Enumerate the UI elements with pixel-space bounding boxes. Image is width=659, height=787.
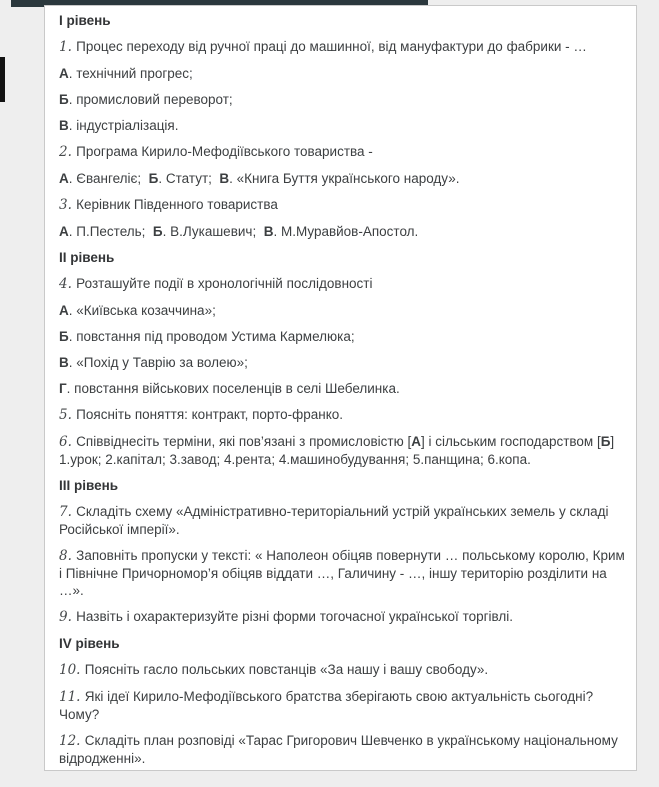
question-line [59,661,630,679]
question-line [59,302,630,319]
option-letter: А [59,224,69,239]
question-number: 11. [59,689,85,705]
question-line [59,380,630,397]
text-segment: Поясніть поняття: контракт, порто-франко. [76,407,344,422]
question-line [59,117,630,134]
left-edge-artifact [0,57,5,102]
text-segment: Керівник Південного товариства [76,197,278,212]
question-line [59,608,630,626]
question-number: 8. [59,548,77,564]
option-letter: В [263,224,274,239]
question-number: 12. [59,733,85,749]
text-segment: Заповніть пропуски у тексті: « Наполеон обіцяв повернути … польському королю, Крим і Північне Причорномор’я обіцяв віддати …, Галичину - …, іншу територію розділити на …». [59,548,629,598]
level-header [59,635,630,652]
question-number: 4. [59,276,77,292]
question-line [59,170,630,187]
question-line [59,38,630,56]
option-letter: В [59,355,69,370]
option-letter: А [59,171,69,186]
option-letter: В [59,118,69,133]
text-segment: . П.Пестель; [68,224,153,239]
option-letter: Б [148,171,159,186]
question-number: 2. [59,144,77,160]
text-segment: Назвіть і охарактеризуйте різні форми тогочасної української торгівлі. [76,609,514,624]
text-segment: ] і сільським господарством [ [420,434,601,449]
option-letter: А [411,434,421,449]
question-line [59,547,630,599]
text-segment: ІІ рівень [59,250,115,265]
text-segment: Розташуйте події в хронологічній послідовності [76,276,373,291]
level-header [59,477,630,494]
option-letter: Г [59,381,67,396]
level-header [59,249,630,266]
text-segment: ІІІ рівень [59,478,119,493]
text-segment: . «Книга Буття українського народу». [229,171,460,186]
text-segment: . Євангеліє; [68,171,149,186]
question-line [59,196,630,214]
document-body [59,12,630,767]
text-segment: . «Київська козаччина»; [68,303,216,318]
document-panel [44,5,637,771]
text-segment: ] 1.урок; 2.капітал; 3.завод; 4.рента; 4.машинобудування; 5.панщина; 6.копа. [59,434,618,467]
question-line [59,688,630,723]
question-number: 1. [59,39,77,55]
option-letter: Б [59,92,69,107]
question-line [59,732,630,767]
option-letter: А [59,303,69,318]
text-segment: Які ідеї Кирило-Мефодіївського братства зберігають свою актуальність сьогодні? Чому? [59,689,597,722]
question-line [59,433,630,468]
text-segment: І рівень [59,13,111,28]
question-number: 6. [59,434,77,450]
question-line [59,223,630,240]
question-line [59,91,630,108]
question-line [59,275,630,293]
text-segment: . промисловий переворот; [68,92,233,107]
question-line [59,328,630,345]
text-segment: ІV рівень [59,636,120,651]
text-segment: . М.Муравйов-Апостол. [273,224,419,239]
text-segment: . «Похід у Таврію за волею»; [68,355,248,370]
level-header [59,12,630,29]
question-number: 10. [59,662,85,678]
text-segment: . індустріалізація. [68,118,179,133]
option-letter: Б [59,329,69,344]
text-segment: Складіть план розповіді «Тарас Григорович Шевченко в українському національному відродженні». [59,733,622,766]
text-segment: . повстання військових поселенців в селі Шебелинка. [66,381,400,396]
question-number: 7. [59,504,77,520]
text-segment: Поясніть гасло польських повстанців «За нашу і вашу свободу». [84,662,489,677]
option-letter: Б [152,224,163,239]
question-line [59,143,630,161]
option-letter: Б [600,434,611,449]
question-line [59,406,630,424]
text-segment: . технічний прогрес; [68,66,193,81]
question-number: 5. [59,407,77,423]
text-segment: Програма Кирило-Мефодіївського товариства - [76,144,373,159]
text-segment: Співвіднесіть терміни, які пов’язані з промисловістю [ [76,434,412,449]
question-number: 9. [59,609,77,625]
option-letter: А [59,66,69,81]
text-segment: . В.Лукашевич; [162,224,264,239]
question-line [59,65,630,82]
text-segment: Складіть схему «Адміністративно-територіальний устрій українських земель у складі Російської імперії». [59,504,613,537]
question-line [59,354,630,371]
text-segment: Процес переходу від ручної праці до машинної, від мануфактури до фабрики - … [76,39,587,54]
question-line [59,503,630,538]
text-segment: . повстання під проводом Устима Кармелюка; [68,329,355,344]
question-number: 3. [59,197,77,213]
option-letter: В [219,171,230,186]
text-segment: . Статут; [158,171,220,186]
